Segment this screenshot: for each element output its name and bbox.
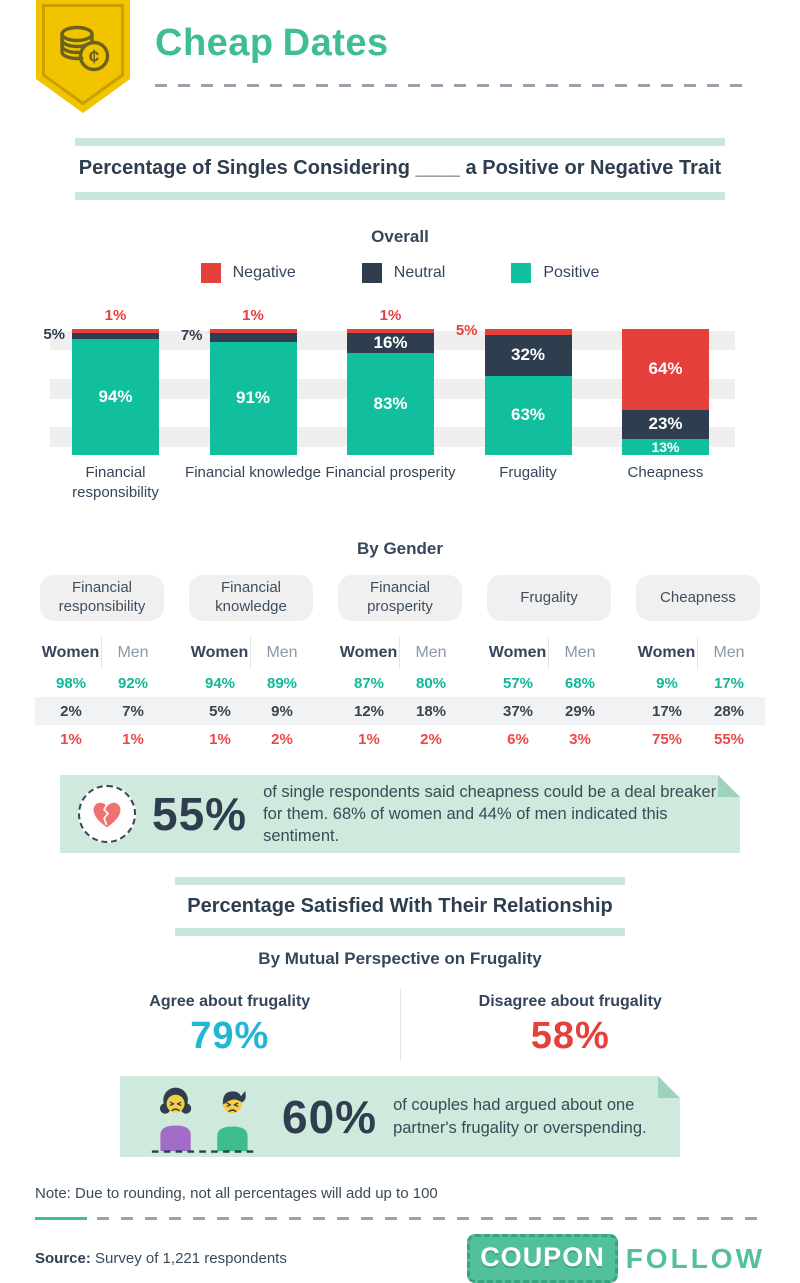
gender-value-group — [636, 675, 760, 692]
gender-values-row-neutral — [35, 697, 765, 725]
logo-follow-part: FOLLOW — [625, 1242, 765, 1274]
gender-pill-financial-knowledge: Financial knowledge — [189, 575, 313, 621]
gender-header-row — [40, 637, 760, 669]
value-women-neutral: 37% — [502, 702, 534, 720]
value-men-neutral: 7% — [122, 702, 144, 720]
value-women-neutral: 5% — [209, 702, 231, 720]
divider-dashed-segment — [97, 1217, 765, 1220]
value-women-neutral: 2% — [60, 702, 82, 720]
legend-item-negative — [201, 263, 296, 283]
value-women-positive: 98% — [55, 674, 87, 692]
column-header-men: Men — [415, 644, 447, 661]
value-women-positive: 87% — [353, 674, 385, 692]
gender-header-group — [189, 637, 313, 669]
category-label — [622, 463, 709, 515]
value-label: 63% — [510, 405, 546, 425]
segment-positive — [347, 353, 434, 455]
legend-swatch-positive — [511, 263, 531, 283]
value-label-left: 7% — [180, 327, 203, 344]
column-header-women: Women — [636, 637, 698, 669]
gender-value-group — [487, 703, 611, 720]
value-men-positive: 80% — [415, 674, 447, 692]
column-header-men: Men — [564, 644, 596, 661]
bar-financial-knowledge — [180, 307, 297, 455]
value-women-negative: 1% — [209, 730, 231, 748]
traits-section-title: Percentage of Singles Considering ____ a Positive or Negative Trait — [78, 157, 722, 179]
segment-positive — [622, 439, 709, 455]
stat-agree-about-frugality — [60, 989, 400, 1060]
value-women-negative: 1% — [60, 730, 82, 748]
page-title-bold: Dates — [282, 22, 389, 64]
traits-stacked-bar-chart — [43, 307, 735, 515]
page-title-light: Cheap — [155, 22, 274, 64]
mint-bar-top — [175, 877, 625, 885]
legend-label: Negative — [232, 264, 296, 281]
gender-value-group — [487, 731, 611, 748]
category-label — [485, 463, 572, 515]
value-men-neutral: 29% — [564, 702, 596, 720]
value-label-left: 5% — [455, 322, 478, 339]
value-men-neutral: 18% — [415, 702, 447, 720]
category-label — [72, 463, 159, 515]
mint-bar-bottom — [75, 192, 725, 200]
value-label: 64% — [648, 359, 683, 379]
segment-neutral — [622, 410, 709, 439]
legend-swatch-negative — [201, 263, 221, 283]
gender-value-group — [40, 675, 164, 692]
column-header-women: Women — [189, 637, 251, 669]
svg-text:¢: ¢ — [88, 47, 100, 68]
stat-60: 60% — [282, 1090, 378, 1143]
gender-pill-row — [40, 575, 760, 621]
value-label-left: 5% — [43, 326, 65, 343]
value-label: 94% — [98, 387, 133, 407]
category-labels — [50, 463, 735, 515]
rounding-note: Note: Due to rounding, not all percentages will add up to 100 — [35, 1185, 438, 1202]
relationship-section-title: Percentage Satisfied With Their Relationship — [187, 895, 613, 917]
category-label-text: Financial knowledge — [185, 464, 321, 481]
gender-header-group — [636, 637, 760, 669]
legend-label: Positive — [543, 264, 600, 281]
gender-pill-frugality: Frugality — [487, 575, 611, 621]
segment-positive — [485, 376, 572, 455]
callout-55-text: of single respondents said cheapness could be a deal breaker for them. 68% of women and 44% of men indicated this sentiment. — [263, 782, 717, 846]
logo-coupon-part: COUPON — [467, 1234, 618, 1283]
divider-solid-segment — [35, 1217, 87, 1220]
category-label-text: Financial responsibility — [72, 464, 159, 501]
value-label-above: 1% — [104, 307, 127, 324]
column-header-women: Women — [487, 637, 549, 669]
folded-corner — [658, 1076, 680, 1098]
value-label-above: 1% — [242, 307, 264, 324]
source-label: Source: — [35, 1250, 91, 1267]
chart-legend — [0, 263, 800, 283]
column-header-men: Men — [117, 644, 149, 661]
footer-divider — [35, 1217, 765, 1220]
gender-value-group — [40, 703, 164, 720]
column-header-women: Women — [338, 637, 400, 669]
chart-plot-area — [43, 307, 735, 455]
value-label: 32% — [510, 345, 546, 365]
broken-heart-icon — [78, 785, 136, 843]
category-label-text: Financial prosperity — [325, 464, 456, 481]
bar-financial-prosperity — [347, 307, 434, 455]
gender-value-group — [636, 731, 760, 748]
value-women-negative: 6% — [507, 730, 529, 748]
relationship-stats — [60, 989, 740, 1060]
unhappy-couple-icon — [142, 1081, 266, 1158]
value-label: 83% — [373, 394, 408, 414]
value-label: 13% — [651, 438, 680, 455]
segment-positive — [72, 339, 159, 455]
gender-value-group — [338, 703, 462, 720]
value-men-positive: 68% — [564, 674, 596, 692]
gender-pill-cheapness: Cheapness — [636, 575, 760, 621]
legend-item-neutral — [362, 263, 446, 283]
value-men-negative: 2% — [420, 730, 442, 748]
gender-pill-financial-prosperity: Financial prosperity — [338, 575, 462, 621]
value-men-neutral: 28% — [713, 702, 745, 720]
segment-neutral — [347, 333, 434, 353]
segment-negative — [622, 329, 709, 410]
header — [0, 0, 800, 118]
folded-corner — [718, 775, 740, 797]
gender-value-group — [189, 675, 313, 692]
value-women-neutral: 12% — [353, 702, 385, 720]
gender-values-row-negative — [40, 725, 760, 753]
stat-label: Agree about frugality — [149, 993, 311, 1010]
gender-table — [40, 575, 760, 753]
value-men-positive: 17% — [713, 674, 745, 692]
gender-values-row-positive — [40, 669, 760, 697]
gender-value-group — [40, 731, 164, 748]
column-header-men: Men — [713, 644, 745, 661]
stat-value: 58% — [530, 1015, 610, 1057]
stat-value: 79% — [190, 1015, 270, 1057]
value-women-neutral: 17% — [651, 702, 683, 720]
value-men-positive: 92% — [117, 674, 149, 692]
value-women-positive: 9% — [656, 674, 678, 692]
value-label-above: 1% — [379, 307, 402, 324]
by-gender-title: By Gender — [357, 539, 443, 558]
column-header-men: Men — [266, 644, 298, 661]
category-label-text: Frugality — [499, 464, 557, 481]
legend-swatch-neutral — [362, 263, 382, 283]
value-label: 23% — [648, 414, 683, 434]
category-label — [185, 463, 321, 515]
segment-positive — [210, 342, 297, 455]
argued-callout — [120, 1076, 680, 1157]
column-header-women: Women — [40, 637, 102, 669]
gender-value-group — [189, 731, 313, 748]
category-label-text: Cheapness — [627, 464, 704, 481]
cheapness-dealbreaker-callout — [60, 775, 740, 853]
source-value: Survey of 1,221 respondents — [95, 1250, 287, 1267]
gender-header-group — [338, 637, 462, 669]
bar-financial-responsibility — [43, 307, 159, 455]
gender-value-group — [636, 703, 760, 720]
title-dashed-divider — [155, 84, 745, 87]
stat-55: 55% — [152, 788, 248, 840]
stat-disagree-about-frugality — [400, 989, 741, 1060]
segment-neutral — [485, 335, 572, 375]
value-men-negative: 2% — [271, 730, 293, 748]
relationship-section-header — [175, 877, 625, 936]
bar-cheapness — [622, 329, 709, 455]
value-label: 16% — [373, 333, 408, 353]
value-men-neutral: 9% — [271, 702, 293, 720]
segment-neutral — [210, 333, 297, 342]
value-men-negative: 55% — [713, 730, 745, 748]
relationship-subtitle: By Mutual Perspective on Frugality — [258, 949, 542, 968]
value-men-negative: 1% — [122, 730, 144, 748]
gender-header-group — [487, 637, 611, 669]
gender-value-group — [338, 731, 462, 748]
bars-container — [43, 307, 735, 455]
gender-value-group — [338, 675, 462, 692]
category-label — [325, 463, 456, 515]
stat-label: Disagree about frugality — [478, 993, 662, 1010]
legend-label: Neutral — [393, 264, 446, 281]
value-label: 91% — [235, 388, 271, 408]
page-title — [155, 22, 389, 65]
gender-header-group — [40, 637, 164, 669]
gender-value-group — [487, 675, 611, 692]
value-women-positive: 57% — [502, 674, 534, 692]
bar-frugality — [455, 322, 572, 455]
gender-value-group — [189, 703, 313, 720]
mint-bar-top — [75, 138, 725, 146]
value-women-negative: 75% — [651, 730, 683, 748]
callout-60-text: of couples had argued about one partner's frugality or overspending. — [393, 1096, 647, 1137]
value-men-negative: 3% — [569, 730, 591, 748]
legend-item-positive — [511, 263, 599, 283]
coins-badge-icon — [36, 0, 130, 118]
value-men-positive: 89% — [266, 674, 298, 692]
overall-subtitle: Overall — [371, 227, 429, 246]
value-women-negative: 1% — [358, 730, 380, 748]
gender-pill-financial-responsibility: Financial responsibility — [40, 575, 164, 621]
mint-bar-bottom — [175, 928, 625, 936]
value-women-positive: 94% — [204, 674, 236, 692]
traits-section-header — [75, 138, 725, 200]
